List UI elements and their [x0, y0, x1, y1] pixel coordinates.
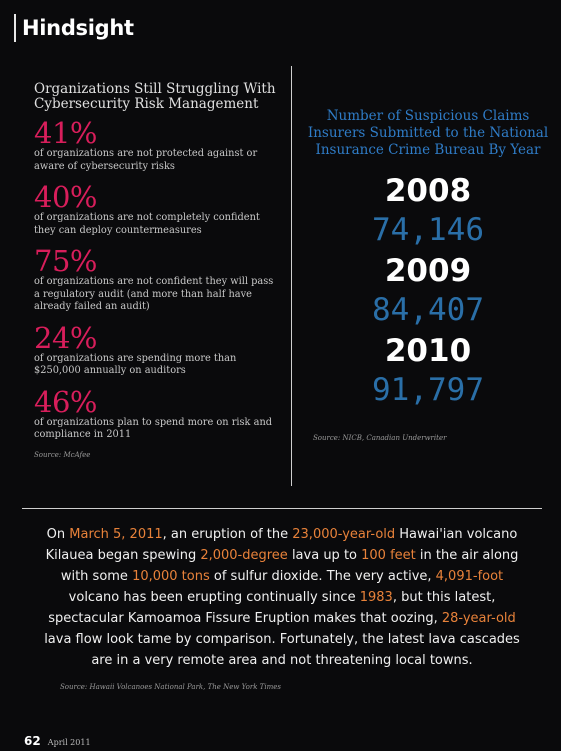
claims-panel [305, 108, 551, 413]
claims-count: 91,797 [372, 372, 484, 408]
volcano-paragraph [40, 524, 524, 671]
cybersecurity-title-line: Organizations Still Struggling With [34, 81, 276, 97]
volcano-source: Source: Hawaii Volcanoes National Park, The New York Times [60, 683, 281, 691]
paragraph-text: volcano has been erupting continually since [68, 590, 360, 605]
issue-date: April 2011 [47, 738, 91, 747]
stat-percent: 46% [34, 384, 97, 419]
cybersecurity-title-line: Cybersecurity Risk Management [34, 96, 259, 112]
cybersecurity-source: Source: McAfee [34, 450, 91, 459]
section-header [14, 14, 134, 42]
stat-item [34, 384, 282, 442]
claims-title-line: Insurance Crime Bureau By Year [315, 142, 541, 158]
paragraph-text: On [46, 527, 70, 542]
highlight-text: 28-year-old [441, 611, 516, 626]
stat-description: of organizations are spending more than $250,000 annually on auditors [34, 352, 237, 376]
highlight-text: 2,000-degree [200, 548, 288, 563]
claims-by-year [305, 173, 551, 411]
cybersecurity-title [34, 82, 282, 112]
stat-description: of organizations are not protected against or aware of cybersecurity risks [34, 148, 258, 172]
paragraph-text: lava up to [287, 548, 362, 563]
paragraph-text: , an eruption of the [162, 527, 293, 542]
claims-count: 84,407 [372, 292, 484, 328]
claims-year: 2010 [384, 333, 472, 369]
claims-title [305, 108, 551, 159]
page-footer [24, 730, 91, 749]
cybersecurity-panel [34, 82, 282, 459]
stat-item [34, 320, 282, 378]
stat-item [34, 246, 282, 314]
highlight-text: 4,091-foot [435, 569, 504, 584]
claims-source: Source: NICB, Canadian Underwriter [313, 434, 447, 442]
highlight-text: March 5, 2011 [69, 527, 163, 542]
paragraph-text: of sulfur dioxide. The very active, [209, 569, 436, 584]
stat-item [34, 182, 282, 237]
claims-year: 2009 [384, 253, 472, 289]
stat-percent: 75% [34, 244, 97, 278]
highlight-text: 10,000 tons [132, 569, 210, 584]
paragraph-text: in the air along with some [60, 548, 519, 584]
stat-percent: 41% [34, 116, 97, 150]
claims-title-line: Insurers Submitted to the National [307, 125, 549, 141]
highlight-text: 100 feet [361, 548, 416, 563]
claims-title-line: Number of Suspicious Claims [326, 108, 530, 124]
stat-description: of organizations are not confident they will pass a regulatory audit (and more than half have already failed an audit) [34, 276, 274, 312]
highlight-text: 1983 [359, 590, 393, 605]
stat-description: of organizations are not completely confident they can deploy countermeasures [34, 212, 260, 236]
horizontal-divider [22, 508, 542, 509]
claims-count: 74,146 [372, 212, 484, 248]
stat-percent: 24% [34, 320, 97, 355]
stat-item [34, 118, 282, 173]
paragraph-text: lava flow look tame by comparison. Fortunately, the latest lava cascades are in a very remote area and not threatening local towns. [44, 632, 520, 668]
page-number: 62 [24, 734, 41, 748]
claims-year: 2008 [384, 173, 472, 209]
section-title: Hindsight [22, 16, 134, 40]
paragraph-text: , but this latest, spectacular Kamoamoa Fissure Eruption makes that oozing, [48, 590, 496, 626]
stat-description: of organizations plan to spend more on risk and compliance in 2011 [34, 416, 273, 440]
vertical-divider [291, 66, 292, 486]
stat-percent: 40% [34, 180, 97, 214]
paragraph-text: Hawai'ian volcano Kilauea began spewing [45, 527, 518, 563]
highlight-text: 23,000-year-old [292, 527, 396, 542]
